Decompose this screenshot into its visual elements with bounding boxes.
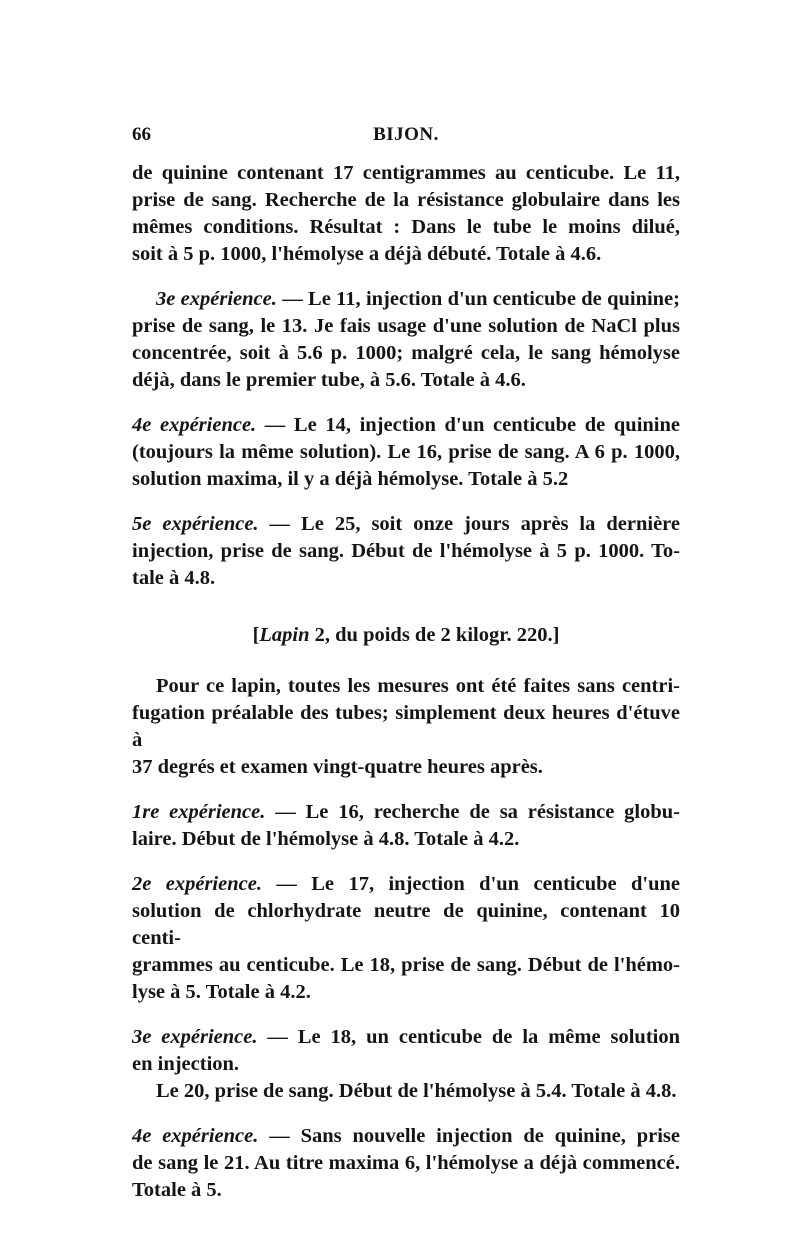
page-body xyxy=(132,160,680,1222)
text-line: grammes au centicube. Le 18, prise de sang. Début de l'hémo- xyxy=(132,954,680,976)
running-title: BIJON. xyxy=(373,124,439,145)
experiment-paragraph xyxy=(132,412,680,493)
text-line: concentrée, soit à 5.6 p. 1000; malgré cela, le sang hémolyse xyxy=(132,342,680,364)
text-line: 2e expérience. — Le 17, injection d'un centicube d'une xyxy=(132,873,680,895)
experiment-label: 4e expérience. xyxy=(132,414,257,436)
experiment-paragraph xyxy=(132,511,680,592)
text-line: Pour ce lapin, toutes les mesures ont été faites sans centri- xyxy=(156,675,680,697)
text-line: en injection. xyxy=(132,1053,240,1075)
experiment-label: 5e expérience. xyxy=(132,513,259,535)
text-line: lyse à 5. Totale à 4.2. xyxy=(132,981,311,1003)
page-number: 66 xyxy=(132,124,151,145)
text-line: Le 20, prise de sang. Début de l'hémolyse à 5.4. Totale à 4.8. xyxy=(156,1080,677,1102)
text-line: 3e expérience. — Le 11, injection d'un centicube de quinine; xyxy=(156,288,680,310)
experiment-paragraph xyxy=(132,1024,680,1105)
experiment-paragraph xyxy=(132,871,680,1006)
section-heading: [Lapin 2, du poids de 2 kilogr. 220.] xyxy=(252,624,560,646)
text-line: prise de sang, le 13. Je fais usage d'une solution de NaCl plus xyxy=(132,315,680,337)
text-line: tale à 4.8. xyxy=(132,567,216,589)
experiment-label: 3e expérience. xyxy=(132,1026,258,1048)
experiment-paragraph xyxy=(132,1123,680,1204)
text-line: 4e expérience. — Le 14, injection d'un centicube de quinine xyxy=(132,414,680,436)
text-line: 37 degrés et examen vingt-quatre heures après. xyxy=(132,756,543,778)
text-line: de quinine contenant 17 centigrammes au centicube. Le 11, xyxy=(132,162,680,184)
text-line: mêmes conditions. Résultat : Dans le tube le moins dilué, xyxy=(132,216,680,238)
paragraph xyxy=(132,160,680,268)
text-line: 3e expérience. — Le 18, un centicube de la même solution xyxy=(132,1026,680,1048)
text-line: prise de sang. Recherche de la résistance globulaire dans les xyxy=(132,189,680,211)
text-line: 1re expérience. — Le 16, recherche de sa résistance globu- xyxy=(132,801,680,823)
text-line: (toujours la même solution). Le 16, prise de sang. A 6 p. 1000, xyxy=(132,441,680,463)
text-line: 4e expérience. — Sans nouvelle injection de quinine, prise xyxy=(132,1125,680,1147)
text-line: fugation préalable des tubes; simplement deux heures d'étuve à xyxy=(132,702,680,751)
text-line: solution maxima, il y a déjà hémolyse. Totale à 5.2 xyxy=(132,468,569,490)
text-line: 5e expérience. — Le 25, soit onze jours après la dernière xyxy=(132,513,680,535)
experiment-label: 3e expérience. xyxy=(156,288,277,310)
page-header xyxy=(132,124,680,154)
text-line: déjà, dans le premier tube, à 5.6. Totale à 4.6. xyxy=(132,369,526,391)
experiment-paragraph xyxy=(132,799,680,853)
experiment-label: 1re expérience. xyxy=(132,801,266,823)
experiment-paragraph xyxy=(132,286,680,394)
section-heading-italic: Lapin xyxy=(259,624,310,646)
experiment-label: 4e expérience. xyxy=(132,1125,259,1147)
text-line: laire. Début de l'hémolyse à 4.8. Totale à 4.2. xyxy=(132,828,520,850)
text-line: Totale à 5. xyxy=(132,1179,222,1201)
text-line: injection, prise de sang. Début de l'hémolyse à 5 p. 1000. To- xyxy=(132,540,680,562)
experiment-label: 2e expérience. xyxy=(132,873,262,895)
text-line: solution de chlorhydrate neutre de quinine, contenant 10 centi- xyxy=(132,900,680,949)
paragraph xyxy=(132,673,680,781)
text-line: de sang le 21. Au titre maxima 6, l'hémolyse a déjà commencé. xyxy=(132,1152,680,1174)
text-line: soit à 5 p. 1000, l'hémolyse a déjà débuté. Totale à 4.6. xyxy=(132,243,602,265)
